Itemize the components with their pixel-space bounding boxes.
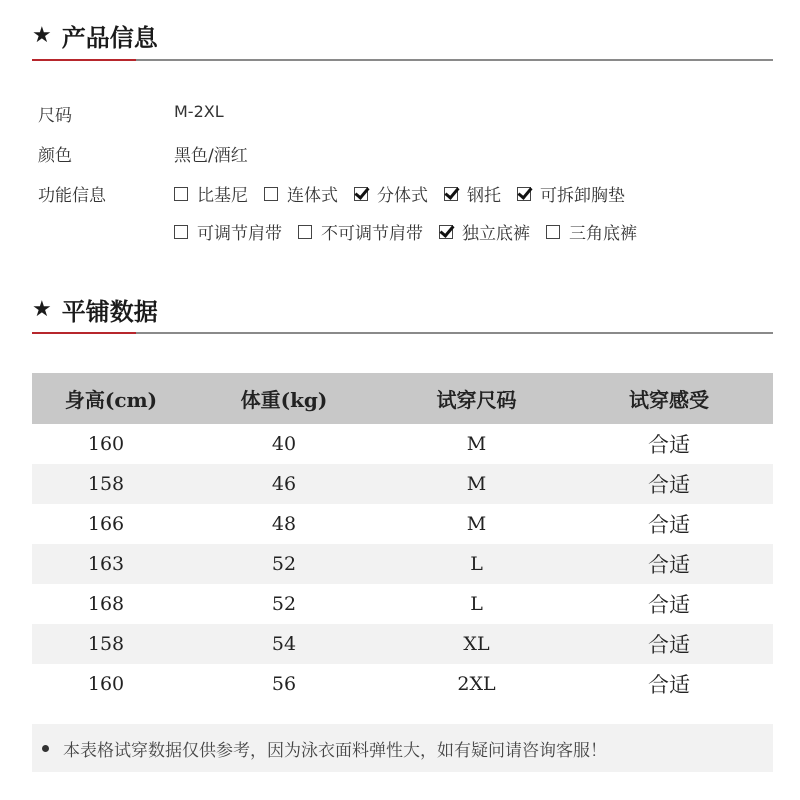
feature-label: 三角底裤 (569, 224, 637, 244)
cell-size: L (470, 593, 483, 615)
table-header-row (32, 373, 773, 424)
cell-height: 160 (87, 433, 125, 455)
cell-fit: 合适 (648, 473, 690, 497)
table-row (32, 464, 773, 504)
measurements-divider (32, 332, 773, 334)
table-row (32, 424, 773, 464)
cell-fit: 合适 (648, 553, 690, 577)
measurements-table (32, 373, 773, 704)
features-row-2 (174, 219, 653, 244)
header-height: 身高(cm) (64, 388, 158, 412)
cell-fit: 合适 (648, 673, 690, 697)
table-row (32, 584, 773, 624)
table-row (32, 664, 773, 704)
size-label: 尺码 (38, 106, 72, 126)
feature-option[interactable] (174, 181, 248, 206)
checkbox-unchecked-icon[interactable] (264, 187, 278, 201)
feature-label: 比基尼 (197, 186, 248, 206)
cell-weight: 40 (271, 433, 297, 455)
cell-size: M (466, 513, 487, 535)
cell-size: M (466, 433, 487, 455)
star-icon: ★ (32, 297, 52, 322)
color-value: 黑色/酒红 (174, 146, 248, 166)
feature-label: 分体式 (377, 186, 428, 206)
cell-height: 158 (87, 473, 125, 495)
feature-option[interactable] (264, 181, 338, 206)
header-fit: 试穿感受 (629, 388, 709, 412)
table-row (32, 624, 773, 664)
feature-label: 钢托 (467, 186, 501, 206)
features-row-1 (174, 181, 641, 206)
cell-fit: 合适 (648, 633, 690, 657)
feature-label: 不可调节肩带 (321, 224, 423, 244)
checkbox-unchecked-icon[interactable] (174, 225, 188, 239)
checkbox-checked-icon[interactable] (354, 187, 368, 201)
cell-height: 160 (87, 673, 125, 695)
cell-weight: 52 (271, 593, 297, 615)
size-value: M-2XL (174, 102, 224, 121)
product-info-title: 产品信息 (61, 24, 158, 52)
cell-size: M (466, 473, 487, 495)
features-label: 功能信息 (38, 186, 106, 206)
cell-size: XL (463, 633, 490, 655)
feature-label: 独立底裤 (462, 224, 530, 244)
cell-size: 2XL (457, 673, 496, 695)
feature-option[interactable] (298, 219, 423, 244)
feature-option[interactable] (354, 181, 428, 206)
header-size: 试穿尺码 (436, 388, 517, 412)
feature-label: 可调节肩带 (197, 224, 282, 244)
feature-option[interactable] (546, 219, 637, 244)
disclaimer-note (32, 724, 773, 772)
cell-size: L (470, 553, 483, 575)
cell-height: 163 (87, 553, 125, 575)
measurements-heading (32, 292, 158, 327)
feature-label: 可拆卸胸垫 (540, 186, 625, 206)
checkbox-checked-icon[interactable] (439, 225, 453, 239)
checkbox-unchecked-icon[interactable] (298, 225, 312, 239)
feature-option[interactable] (439, 219, 530, 244)
feature-option[interactable] (444, 181, 501, 206)
table-row (32, 544, 773, 584)
feature-label: 连体式 (287, 186, 338, 206)
cell-weight: 46 (271, 473, 297, 495)
color-label: 颜色 (38, 146, 72, 166)
checkbox-checked-icon[interactable] (517, 187, 531, 201)
feature-option[interactable] (517, 181, 625, 206)
disclaimer-text: 本表格试穿数据仅供参考，因为泳衣面料弹性大，如有疑问请咨询客服！ (63, 740, 607, 761)
product-info-heading (32, 18, 158, 53)
checkbox-checked-icon[interactable] (444, 187, 458, 201)
star-icon: ★ (32, 23, 52, 48)
cell-weight: 56 (271, 673, 297, 695)
product-info-divider (32, 59, 773, 61)
table-body (32, 424, 773, 704)
table-row (32, 504, 773, 544)
cell-weight: 54 (271, 633, 297, 655)
cell-fit: 合适 (648, 513, 690, 537)
cell-weight: 48 (271, 513, 297, 535)
cell-weight: 52 (271, 553, 297, 575)
measurements-title: 平铺数据 (61, 298, 158, 326)
checkbox-unchecked-icon[interactable] (546, 225, 560, 239)
header-weight: 体重(kg) (240, 388, 328, 412)
cell-height: 158 (87, 633, 125, 655)
checkbox-unchecked-icon[interactable] (174, 187, 188, 201)
cell-height: 168 (87, 593, 125, 615)
cell-fit: 合适 (648, 433, 690, 457)
feature-option[interactable] (174, 219, 282, 244)
bullet-icon (42, 745, 49, 752)
cell-height: 166 (87, 513, 125, 535)
cell-fit: 合适 (648, 593, 690, 617)
